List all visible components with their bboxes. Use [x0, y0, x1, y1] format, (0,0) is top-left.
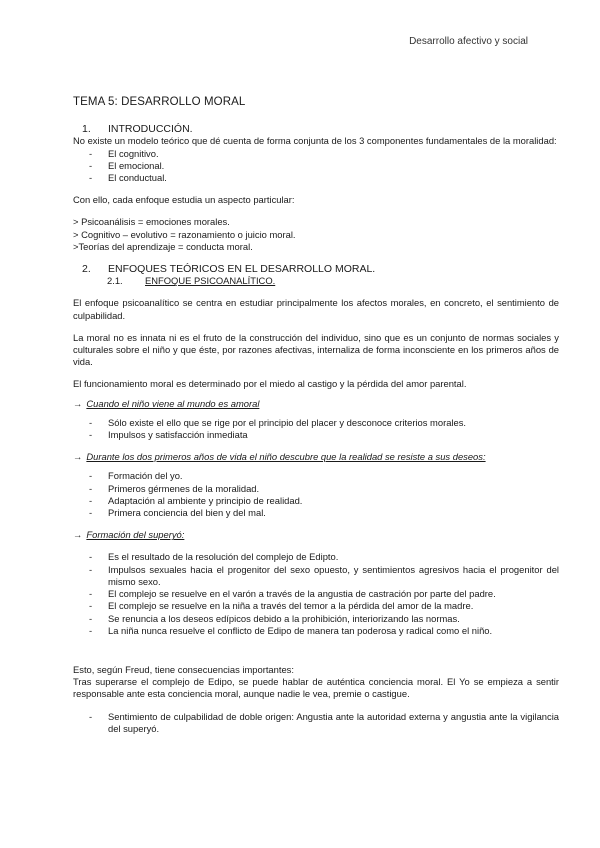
consequences-list	[73, 711, 559, 735]
approach-line: >Teorías del aprendizaje = conducta moral.	[73, 240, 253, 252]
section-2-title: ENFOQUES TEÓRICOS EN EL DESARROLLO MORAL.	[108, 263, 376, 276]
section-1-number: 1.	[82, 123, 91, 136]
freud-paragraph: Tras superarse el complejo de Edipo, se puede hablar de auténtica conciencia moral. El Yo se empieza a sentir responsable ante esta conciencia moral, aunque nadie le vea, premie o castigue.	[73, 676, 559, 700]
approach-line: > Cognitivo – evolutivo = razonamiento o juicio moral.	[73, 228, 296, 240]
freud-line: Esto, según Freud, tiene consecuencias importantes:	[73, 663, 294, 675]
list-item: - Impulsos sexuales hacia el progenitor del sexo opuesto, y sentimientos agresivos hacia el progenitor del mismo sexo.	[89, 563, 559, 587]
bullet-dash: -	[89, 507, 93, 519]
list-item: - Impulsos y satisfacción inmediata	[89, 429, 248, 441]
subsection-2-1-heading	[73, 275, 559, 287]
stage-2-list	[73, 470, 559, 519]
bullet-dash: -	[89, 470, 93, 482]
bullet-dash: -	[89, 172, 93, 184]
bullet-dash: -	[89, 624, 93, 636]
list-item: - El cognitivo.	[89, 147, 159, 159]
section-2-heading	[73, 263, 559, 275]
bullet-dash: -	[89, 429, 93, 441]
approach-line: > Psicoanálisis = emociones morales.	[73, 216, 230, 228]
list-item: - Se renuncia a los deseos edípicos debido a la prohibición, interiorizando las normas.	[89, 612, 460, 624]
stage-3-list	[73, 551, 559, 636]
bullet-dash: -	[89, 612, 93, 624]
list-item: - Sólo existe el ello que se rige por el principio del placer y desconoce criterios morales.	[89, 416, 466, 428]
arrow-icon: →	[73, 529, 83, 541]
paragraph: La moral no es innata ni es el fruto de la construcción del individuo, sino que es un conjunto de normas sociales y culturales sobre el niño y que éste, por razones afectivas, internaliza de forma inconsciente en los primeros años de vida.	[73, 331, 559, 368]
stage-heading	[73, 529, 559, 541]
stage-label: Cuando el niño viene al mundo es amoral	[86, 397, 260, 409]
arrow-icon: →	[73, 451, 83, 463]
arrow-icon: →	[73, 397, 83, 409]
list-item: - Es el resultado de la resolución del complejo de Edipto.	[89, 551, 339, 563]
list-item: - Formación del yo.	[89, 470, 183, 482]
stage-heading	[73, 398, 559, 410]
document-body	[73, 96, 559, 735]
bullet-dash: -	[89, 494, 93, 506]
stage-1-list	[73, 417, 559, 441]
stage-heading	[73, 451, 559, 463]
section-1-title: INTRODUCCIÓN.	[108, 123, 193, 136]
list-item: - Primeros gérmenes de la moralidad.	[89, 482, 260, 494]
list-item: - El complejo se resuelve en la niña a través del temor a la pérdida del amor de la madre.	[89, 600, 474, 612]
bullet-dash: -	[89, 416, 93, 428]
bullet-dash: -	[89, 563, 93, 575]
bullet-dash: -	[89, 147, 93, 159]
list-item: - Primera conciencia del bien y del mal.	[89, 507, 266, 519]
bullet-dash: -	[89, 551, 93, 563]
running-header: Desarrollo afectivo y social	[409, 36, 528, 47]
stage-label: Durante los dos primeros años de vida el niño descubre que la realidad se resiste a sus deseos:	[86, 451, 486, 463]
subsection-number: 2.1.	[107, 275, 123, 287]
list-item: - Adaptación al ambiente y principio de realidad.	[89, 494, 303, 506]
intro-paragraph: No existe un modelo teórico que dé cuenta de forma conjunta de los 3 componentes fundamentales de la moralidad:	[73, 135, 557, 147]
subsection-title: ENFOQUE PSICOANALÍTICO.	[145, 275, 276, 287]
list-item: - Sentimiento de culpabilidad de doble origen: Angustia ante la autoridad externa y angustia ante la vigilancia del superyó.	[89, 710, 559, 734]
bullet-dash: -	[89, 588, 93, 600]
paragraph: El funcionamiento moral es determinado por el miedo al castigo y la pérdida del amor parental.	[73, 378, 467, 390]
bullet-dash: -	[89, 159, 93, 171]
focus-paragraph: Con ello, cada enfoque estudia un aspecto particular:	[73, 194, 295, 206]
list-item: - El emocional.	[89, 159, 165, 171]
paragraph: El enfoque psicoanalítico se centra en estudiar principalmente los afectos morales, en concreto, el sentimiento de culpabilidad.	[73, 297, 559, 321]
bullet-dash: -	[89, 600, 93, 612]
section-2-number: 2.	[82, 263, 91, 276]
section-1-heading	[73, 123, 559, 135]
components-list	[73, 148, 559, 185]
list-item: - El complejo se resuelve en el varón a través de la angustia de castración por parte del padre.	[89, 588, 496, 600]
list-item: - El conductual.	[89, 172, 167, 184]
document-title: TEMA 5: DESARROLLO MORAL	[73, 96, 246, 108]
list-item: - La niña nunca resuelve el conflicto de Edipo de manera tan poderosa y radical como el niño.	[89, 624, 493, 636]
bullet-dash: -	[89, 482, 93, 494]
stage-label: Formación del superyó:	[86, 529, 185, 541]
bullet-dash: -	[89, 710, 93, 722]
